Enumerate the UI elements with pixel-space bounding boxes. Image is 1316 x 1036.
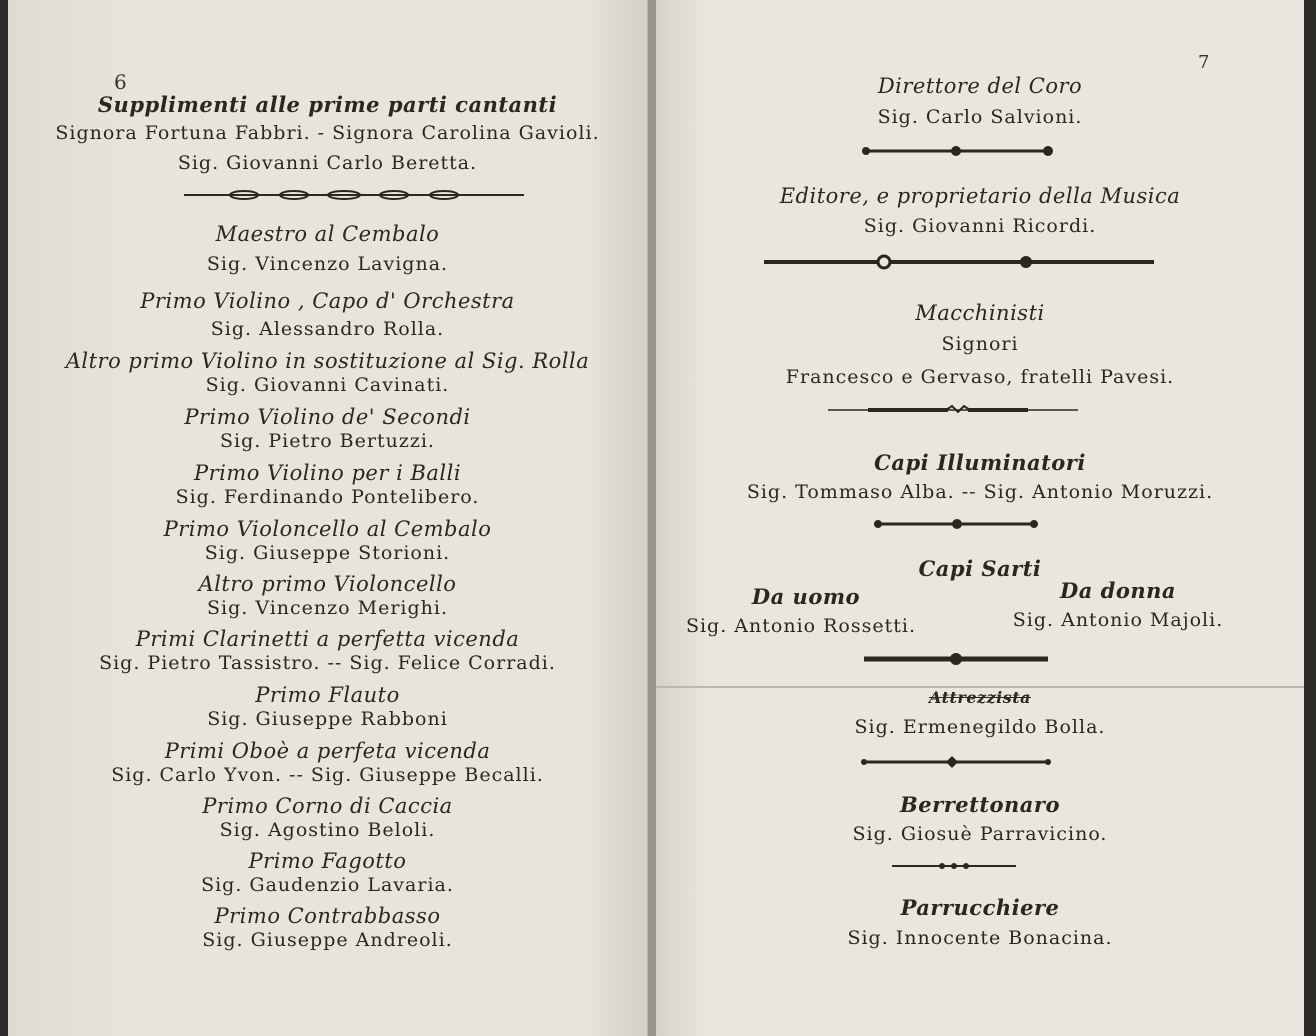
- ornament-divider: [860, 144, 1060, 158]
- role-heading: Primi Clarinetti a perfetta vicenda: [135, 627, 520, 651]
- role-heading: Capi Illuminatori: [874, 450, 1086, 475]
- performer-name: Sig. Giosuè Parravicino.: [852, 823, 1108, 845]
- ornament-divider: [860, 756, 1052, 768]
- role-heading: Altro primo Violoncello: [198, 572, 457, 596]
- performer-name: Sig. Ferdinando Pontelibero.: [175, 486, 480, 508]
- role-heading: Primo Violoncello al Cembalo: [163, 517, 492, 541]
- role-heading: Parrucchiere: [900, 895, 1060, 920]
- performer-name: Sig. Giuseppe Storioni.: [204, 542, 451, 564]
- performer-name: Sig. Pietro Tassistro. -- Sig. Felice Corradi.: [99, 652, 556, 674]
- role-heading: Capi Sarti: [918, 556, 1042, 581]
- performer-name: Sig. Giovanni Carlo Beretta.: [177, 152, 478, 174]
- role-heading: Primo Flauto: [255, 683, 400, 707]
- performer-name: Signora Fortuna Fabbri. - Signora Carolina Gavioli.: [55, 122, 600, 144]
- role-subheading: Da uomo: [751, 584, 861, 609]
- left-page: [8, 0, 648, 1036]
- performer-name: Sig. Innocente Bonacina.: [847, 927, 1113, 949]
- performer-name: Sig. Ermenegildo Bolla.: [854, 716, 1106, 738]
- ornament-divider: [892, 860, 1016, 872]
- role-heading: Primo Violino de' Secondi: [184, 405, 471, 429]
- performer-name: Sig. Antonio Rossetti.: [685, 615, 917, 637]
- performer-name: Sig. Carlo Salvioni.: [877, 106, 1083, 128]
- role-heading: Primo Fagotto: [248, 849, 407, 873]
- role-heading: Primo Violino , Capo d' Orchestra: [140, 289, 515, 313]
- performer-name: Sig. Gaudenzio Lavaria.: [201, 874, 454, 896]
- role-heading: Macchinisti: [915, 301, 1045, 325]
- ornament-divider: [860, 652, 1052, 666]
- sarti-donna: [968, 578, 1268, 631]
- performer-name: Sig. Agostino Beloli.: [219, 819, 436, 841]
- performer-name: Sig. Vincenzo Lavigna.: [206, 253, 449, 275]
- performer-name: Sig. Alessandro Rolla.: [210, 318, 445, 340]
- ornament-divider: [828, 404, 1078, 416]
- sarti-uomo: [656, 584, 956, 637]
- ornament-divider: [764, 254, 1154, 270]
- role-heading: Primi Oboè a perfeta vicenda: [164, 739, 491, 763]
- performer-name: Sig. Giuseppe Andreoli.: [202, 929, 453, 951]
- performer-name: Sig. Antonio Majoli.: [1012, 609, 1224, 631]
- role-heading: Altro primo Violino in sostituzione al Sig. Rolla: [65, 349, 590, 373]
- role-heading: Primo Contrabbasso: [214, 904, 441, 928]
- page-number: 7: [1198, 52, 1210, 73]
- performer-name: Signori: [941, 333, 1019, 355]
- performer-name: Sig. Pietro Bertuzzi.: [220, 430, 435, 452]
- performer-name: Sig. Giuseppe Rabboni: [207, 708, 448, 730]
- role-heading: Maestro al Cembalo: [215, 222, 440, 246]
- role-heading: Direttore del Coro: [877, 74, 1083, 98]
- role-heading: Editore, e proprietario della Musica: [779, 184, 1181, 208]
- role-heading: Attrezzista: [928, 688, 1032, 707]
- role-heading: Supplimenti alle prime parti cantanti: [97, 92, 558, 117]
- performer-name: Sig. Vincenzo Merighi.: [206, 597, 449, 619]
- book-gutter: [648, 0, 656, 1036]
- performer-name: Francesco e Gervaso, fratelli Pavesi.: [785, 366, 1175, 388]
- ornament-divider: [874, 518, 1040, 530]
- performer-name: Sig. Carlo Yvon. -- Sig. Giuseppe Becalli.: [111, 764, 544, 786]
- right-page: [656, 0, 1304, 1036]
- performer-name: Sig. Giovanni Ricordi.: [863, 215, 1097, 237]
- role-heading: Berrettonaro: [900, 792, 1060, 817]
- role-heading: Primo Corno di Caccia: [202, 794, 453, 818]
- performer-name: Sig. Giovanni Cavinati.: [205, 374, 450, 396]
- performer-name: Sig. Tommaso Alba. -- Sig. Antonio Moruzzi.: [746, 481, 1214, 503]
- role-heading: Primo Violino per i Balli: [193, 461, 462, 485]
- page-number: 6: [114, 70, 127, 94]
- ornament-divider: [184, 188, 524, 202]
- role-subheading: Da donna: [1060, 578, 1176, 603]
